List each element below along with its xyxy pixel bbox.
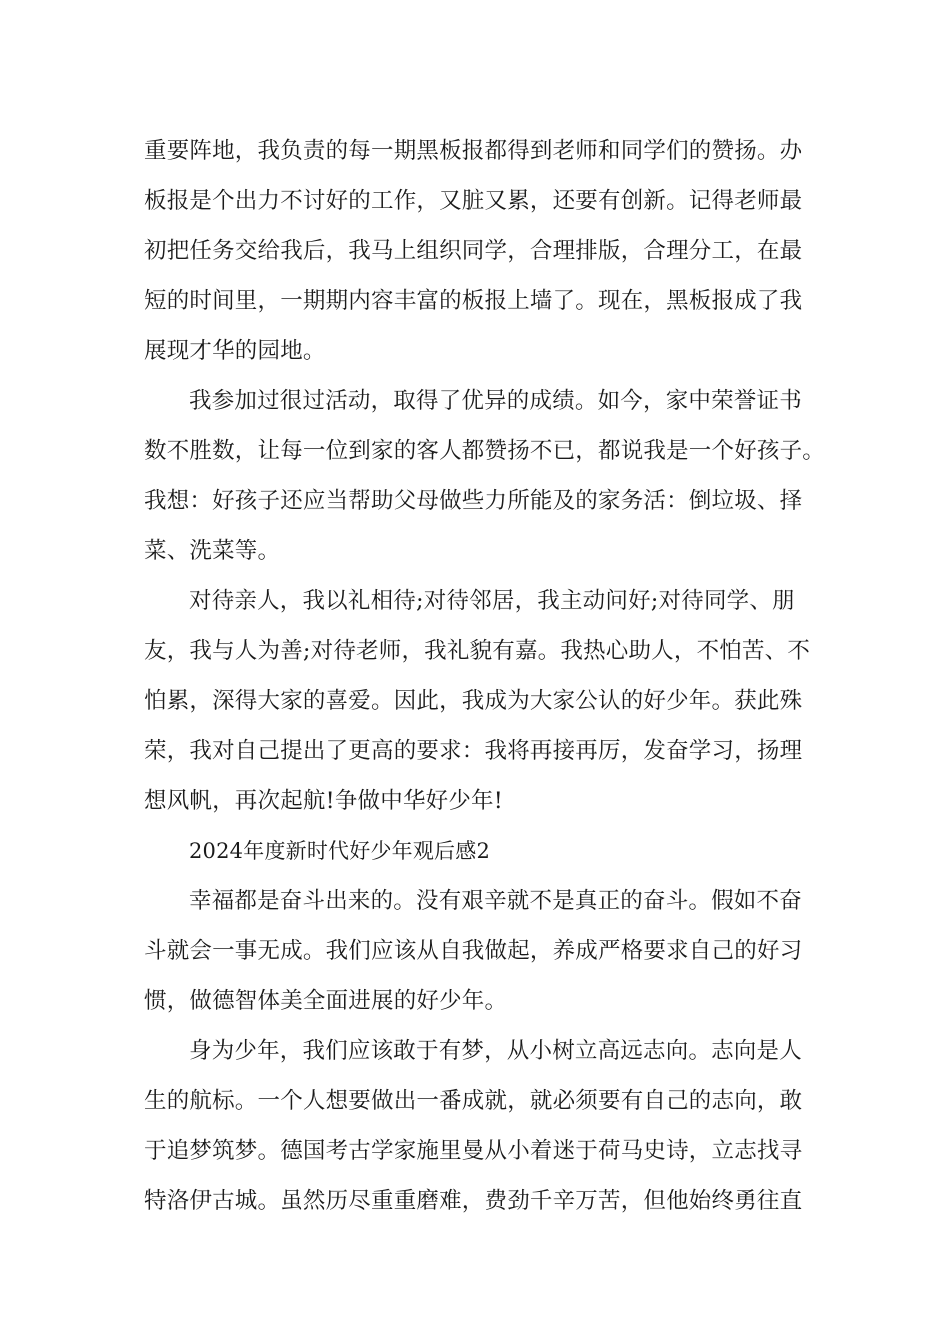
paragraph-line: 重要阵地，我负责的每一期黑板报都得到老师和同学们的赞扬。办 <box>144 138 803 164</box>
paragraph-line: 对待亲人，我以礼相待;对待邻居，我主动问好;对待同学、朋 <box>189 588 795 614</box>
paragraph-line: 初把任务交给我后，我马上组织同学，合理排版，合理分工，在最 <box>144 238 803 264</box>
paragraph-line: 特洛伊古城。虽然历尽重重磨难，费劲千辛万苦，但他始终勇往直 <box>144 1188 803 1214</box>
paragraph-line: 我参加过很过活动，取得了优异的成绩。如今，家中荣誉证书 <box>189 388 802 414</box>
paragraph-line: 友，我与人为善;对待老师，我礼貌有嘉。我热心助人，不怕苦、不 <box>144 638 811 664</box>
paragraph-line: 菜、洗菜等。 <box>144 538 281 564</box>
paragraph-line: 斗就会一事无成。我们应该从自我做起，养成严格要求自己的好习 <box>144 938 803 964</box>
paragraph-line: 于追梦筑梦。德国考古学家施里曼从小着迷于荷马史诗，立志找寻 <box>144 1138 803 1164</box>
paragraph-line: 想风帆，再次起航!争做中华好少年! <box>144 788 503 814</box>
paragraph-line: 数不胜数，让每一位到家的客人都赞扬不已，都说我是一个好孩子。 <box>144 438 826 464</box>
paragraph-line: 惯，做德智体美全面进展的好少年。 <box>144 988 508 1014</box>
paragraph-line: 幸福都是奋斗出来的。没有艰辛就不是真正的奋斗。假如不奋 <box>189 888 802 914</box>
paragraph-line: 展现才华的园地。 <box>144 338 326 364</box>
paragraph-line: 身为少年，我们应该敢于有梦，从小树立高远志向。志向是人 <box>189 1038 802 1064</box>
paragraph-line: 短的时间里，一期期内容丰富的板报上墙了。现在，黑板报成了我 <box>144 288 803 314</box>
paragraph-line: 怕累，深得大家的喜爱。因此，我成为大家公认的好少年。获此殊 <box>144 688 803 714</box>
paragraph-line: 板报是个出力不讨好的工作，又脏又累，还要有创新。记得老师最 <box>144 188 803 214</box>
section-heading: 2024年度新时代好少年观后感2 <box>189 839 491 863</box>
paragraph-line: 生的航标。一个人想要做出一番成就，就必须要有自己的志向，敢 <box>144 1088 803 1114</box>
paragraph-line: 我想：好孩子还应当帮助父母做些力所能及的家务活：倒垃圾、择 <box>144 488 803 514</box>
paragraph-line: 荣，我对自己提出了更高的要求：我将再接再厉，发奋学习，扬理 <box>144 738 803 764</box>
